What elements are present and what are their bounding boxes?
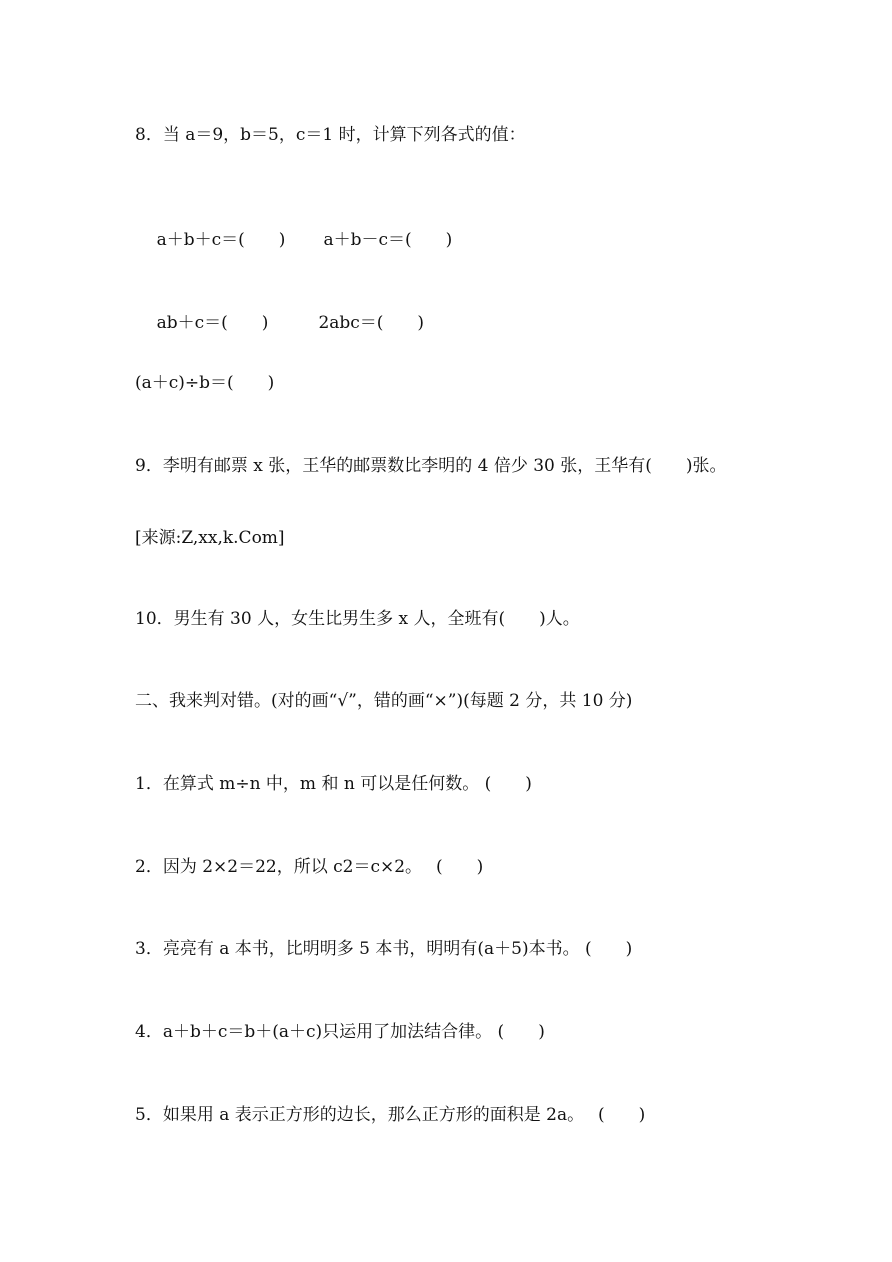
judgment-item-3: 3．亮亮有 a 本书，比明明多 5 本书，明明有(a＋5)本书。 ( )	[135, 939, 633, 959]
question-10-text: 10．男生有 30 人，女生比男生多 x 人，全班有( )人。	[135, 609, 580, 629]
judgment-item-2: 2．因为 2×2＝22，所以 c2＝c×2。 ( )	[135, 857, 484, 877]
judgment-item-1: 1．在算式 m÷n 中，m 和 n 可以是任何数。 ( )	[135, 774, 532, 794]
question-8-prompt: 8．当 a＝9，b＝5，c＝1 时，计算下列各式的值：	[135, 125, 526, 145]
source-note: [来源:Z,xx,k.Com]	[135, 528, 285, 548]
question-8-row-3: (a＋c)÷b＝( )	[135, 373, 275, 393]
judgment-item-5: 5．如果用 a 表示正方形的边长，那么正方形的面积是 2a。 ( )	[135, 1105, 646, 1125]
expression-ab-plus-c: ab＋c＝( )	[156, 313, 269, 333]
expression-a-plus-b-plus-c: a＋b＋c＝( )	[156, 230, 286, 250]
question-8-row-1	[135, 207, 452, 273]
expression-a-plus-b-minus-c: a＋b－c＝( )	[323, 230, 453, 250]
question-8-row-2	[135, 290, 424, 356]
question-9-text: 9．李明有邮票 x 张，王华的邮票数比李明的 4 倍少 30 张，王华有( )张。	[135, 456, 727, 476]
section-2-heading: 二、我来判对错。(对的画“√”，错的画“×”)(每题 2 分，共 10 分)	[135, 691, 633, 711]
judgment-item-4: 4．a＋b＋c＝b＋(a＋c)只运用了加法结合律。 ( )	[135, 1022, 545, 1042]
expression-2abc: 2abc＝( )	[318, 313, 425, 333]
